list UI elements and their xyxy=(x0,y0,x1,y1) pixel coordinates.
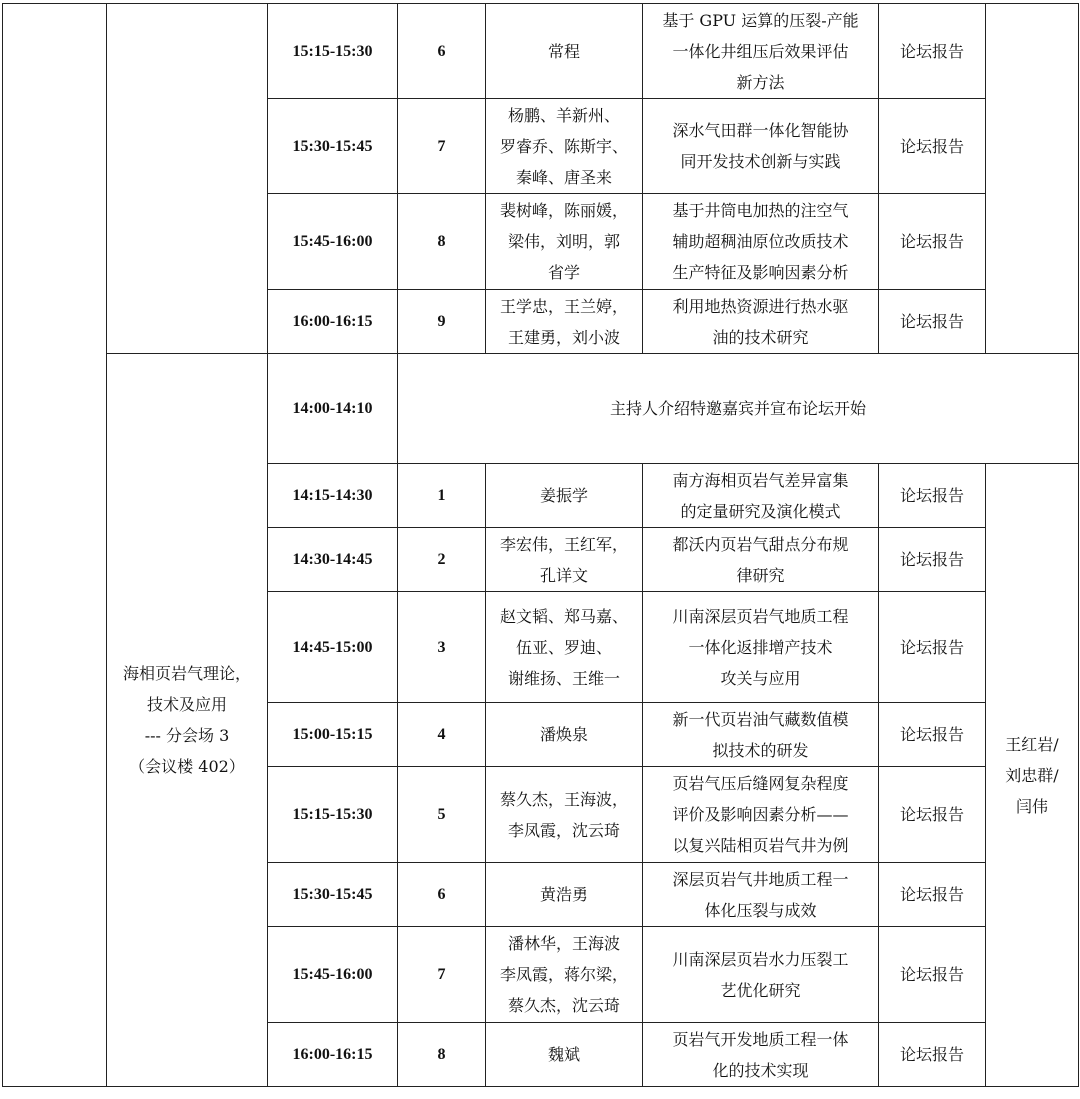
author-line: 姜振学 xyxy=(539,486,588,505)
author-line: 李凤霞，沈云琦 xyxy=(507,820,620,840)
author-line: 梁伟，刘明，郭 xyxy=(507,232,620,251)
author-line: 常程 xyxy=(547,41,580,61)
title-line: 基于井筒电加热的注空气 xyxy=(672,201,849,220)
order-number: 6 xyxy=(398,4,486,99)
title-line: 页岩气开发地质工程一体 xyxy=(672,1029,849,1049)
chair-line: 闫伟 xyxy=(1015,796,1048,816)
title-line: 同开发技术创新与实践 xyxy=(680,152,841,171)
author-line: 省学 xyxy=(547,263,580,282)
title-line: 一体化井组压后效果评估 xyxy=(672,41,849,61)
authors-cell xyxy=(486,767,643,863)
title-line: 拟技术的研发 xyxy=(712,740,809,760)
title-line: 以复兴陆相页岩气井为例 xyxy=(672,836,849,855)
title-line: 页岩气压后缝网复杂程度 xyxy=(672,774,849,793)
title-line: 南方海相页岩气差异富集 xyxy=(672,470,849,490)
author-line: 杨鹏、羊新州、 xyxy=(507,105,620,125)
title-cell xyxy=(643,1023,879,1087)
type-cell: 论坛报告 xyxy=(879,863,986,927)
authors-cell xyxy=(486,703,643,767)
author-line: 孔详文 xyxy=(539,565,588,585)
author-line: 潘焕泉 xyxy=(539,725,588,744)
chair-line: 刘忠群/ xyxy=(1005,765,1059,785)
author-line: 李宏伟，王红军， xyxy=(499,534,628,554)
title-line: 化的技术实现 xyxy=(712,1060,809,1080)
session-name-line: 海相页岩气理论， xyxy=(122,664,251,683)
type-cell: 论坛报告 xyxy=(879,194,986,290)
session-a-name-cell xyxy=(107,4,268,354)
order-number: 8 xyxy=(398,194,486,290)
title-cell xyxy=(643,4,879,99)
authors-cell xyxy=(486,863,643,927)
author-line: 王学忠，王兰婷， xyxy=(499,296,628,316)
title-line: 川南深层页岩气地质工程 xyxy=(672,606,849,626)
authors-cell xyxy=(486,4,643,99)
title-cell xyxy=(643,863,879,927)
author-line: 李凤霞，蒋尔梁， xyxy=(499,965,628,984)
time-cell: 15:00-15:15 xyxy=(268,703,398,767)
session-b-name-cell xyxy=(107,354,268,1087)
author-line: 魏斌 xyxy=(547,1045,580,1064)
order-number: 2 xyxy=(398,528,486,592)
order-number: 7 xyxy=(398,927,486,1023)
title-line: 川南深层页岩水力压裂工 xyxy=(672,949,849,969)
session-a-chairs-cell xyxy=(986,4,1079,354)
authors-cell xyxy=(486,464,643,528)
authors-cell xyxy=(486,1023,643,1087)
title-line: 攻关与应用 xyxy=(720,668,801,688)
author-line: 裴树峰，陈丽媛， xyxy=(499,201,628,220)
session-name-line: --- 分会场 3 xyxy=(144,726,230,745)
session-name-line: （会议楼 402） xyxy=(129,757,245,776)
order-number: 3 xyxy=(398,592,486,703)
outer-category-cell xyxy=(3,4,107,1087)
title-line: 艺优化研究 xyxy=(720,980,801,1000)
order-number: 9 xyxy=(398,290,486,354)
title-cell xyxy=(643,927,879,1023)
time-cell: 14:15-14:30 xyxy=(268,464,398,528)
title-cell xyxy=(643,592,879,703)
title-line: 评价及影响因素分析—— xyxy=(672,805,849,824)
title-line: 辅助超稠油原位改质技术 xyxy=(672,232,849,251)
session-b-chairs-cell xyxy=(986,464,1079,1087)
title-cell xyxy=(643,767,879,863)
title-cell xyxy=(643,99,879,194)
opening-remarks-cell: 主持人介绍特邀嘉宾并宣布论坛开始 xyxy=(398,354,1079,464)
title-line: 律研究 xyxy=(736,565,785,585)
type-cell: 论坛报告 xyxy=(879,1023,986,1087)
title-line: 新一代页岩油气藏数值模 xyxy=(672,709,849,729)
order-number: 1 xyxy=(398,464,486,528)
time-cell: 16:00-16:15 xyxy=(268,290,398,354)
type-cell: 论坛报告 xyxy=(879,4,986,99)
title-cell xyxy=(643,290,879,354)
time-cell: 14:45-15:00 xyxy=(268,592,398,703)
time-cell: 14:30-14:45 xyxy=(268,528,398,592)
title-line: 都沃内页岩气甜点分布规 xyxy=(672,534,849,554)
type-cell: 论坛报告 xyxy=(879,99,986,194)
type-cell: 论坛报告 xyxy=(879,703,986,767)
author-line: 潘林华，王海波 xyxy=(507,934,620,953)
title-cell xyxy=(643,464,879,528)
authors-cell xyxy=(486,528,643,592)
author-line: 谢维扬、王维一 xyxy=(507,668,620,688)
order-number: 8 xyxy=(398,1023,486,1087)
title-line: 新方法 xyxy=(736,72,785,92)
author-line: 罗睿乔、陈斯宇、 xyxy=(499,136,628,156)
time-cell: 15:45-16:00 xyxy=(268,927,398,1023)
type-cell: 论坛报告 xyxy=(879,290,986,354)
type-cell: 论坛报告 xyxy=(879,464,986,528)
authors-cell xyxy=(486,290,643,354)
title-cell xyxy=(643,703,879,767)
title-line: 油的技术研究 xyxy=(712,327,809,347)
authors-cell xyxy=(486,194,643,290)
author-line: 秦峰、唐圣来 xyxy=(515,167,612,187)
order-number: 6 xyxy=(398,863,486,927)
order-number: 4 xyxy=(398,703,486,767)
title-line: 的定量研究及演化模式 xyxy=(680,501,841,521)
authors-cell xyxy=(486,99,643,194)
type-cell: 论坛报告 xyxy=(879,528,986,592)
title-line: 基于 GPU 运算的压裂-产能 xyxy=(662,10,859,30)
title-line: 深水气田群一体化智能协 xyxy=(672,121,849,140)
title-line: 生产特征及影响因素分析 xyxy=(672,263,849,282)
author-line: 赵文韬、郑马嘉、 xyxy=(499,606,628,626)
time-cell: 15:45-16:00 xyxy=(268,194,398,290)
time-cell: 14:00-14:10 xyxy=(268,354,398,464)
time-cell: 16:00-16:15 xyxy=(268,1023,398,1087)
schedule-table xyxy=(2,3,1079,1087)
time-cell: 15:30-15:45 xyxy=(268,99,398,194)
author-line: 蔡久杰，沈云琦 xyxy=(507,996,620,1015)
time-cell: 15:30-15:45 xyxy=(268,863,398,927)
type-cell: 论坛报告 xyxy=(879,767,986,863)
author-line: 黄浩勇 xyxy=(539,885,588,904)
table-row xyxy=(3,4,1079,99)
title-line: 深层页岩气井地质工程一 xyxy=(672,869,849,889)
author-line: 王建勇，刘小波 xyxy=(507,327,620,347)
table-row xyxy=(3,354,1079,464)
authors-cell xyxy=(486,927,643,1023)
session-name-line: 技术及应用 xyxy=(146,695,227,714)
type-cell: 论坛报告 xyxy=(879,927,986,1023)
time-cell: 15:15-15:30 xyxy=(268,767,398,863)
order-number: 5 xyxy=(398,767,486,863)
chair-line: 王红岩/ xyxy=(1005,734,1059,754)
order-number: 7 xyxy=(398,99,486,194)
title-line: 利用地热资源进行热水驱 xyxy=(672,296,849,316)
title-cell xyxy=(643,528,879,592)
authors-cell xyxy=(486,592,643,703)
title-line: 体化压裂与成效 xyxy=(704,900,817,920)
title-cell xyxy=(643,194,879,290)
time-cell: 15:15-15:30 xyxy=(268,4,398,99)
title-line: 一体化返排增产技术 xyxy=(688,637,833,657)
type-cell: 论坛报告 xyxy=(879,592,986,703)
author-line: 蔡久杰，王海波， xyxy=(499,789,628,809)
author-line: 伍亚、罗迪、 xyxy=(515,637,612,657)
